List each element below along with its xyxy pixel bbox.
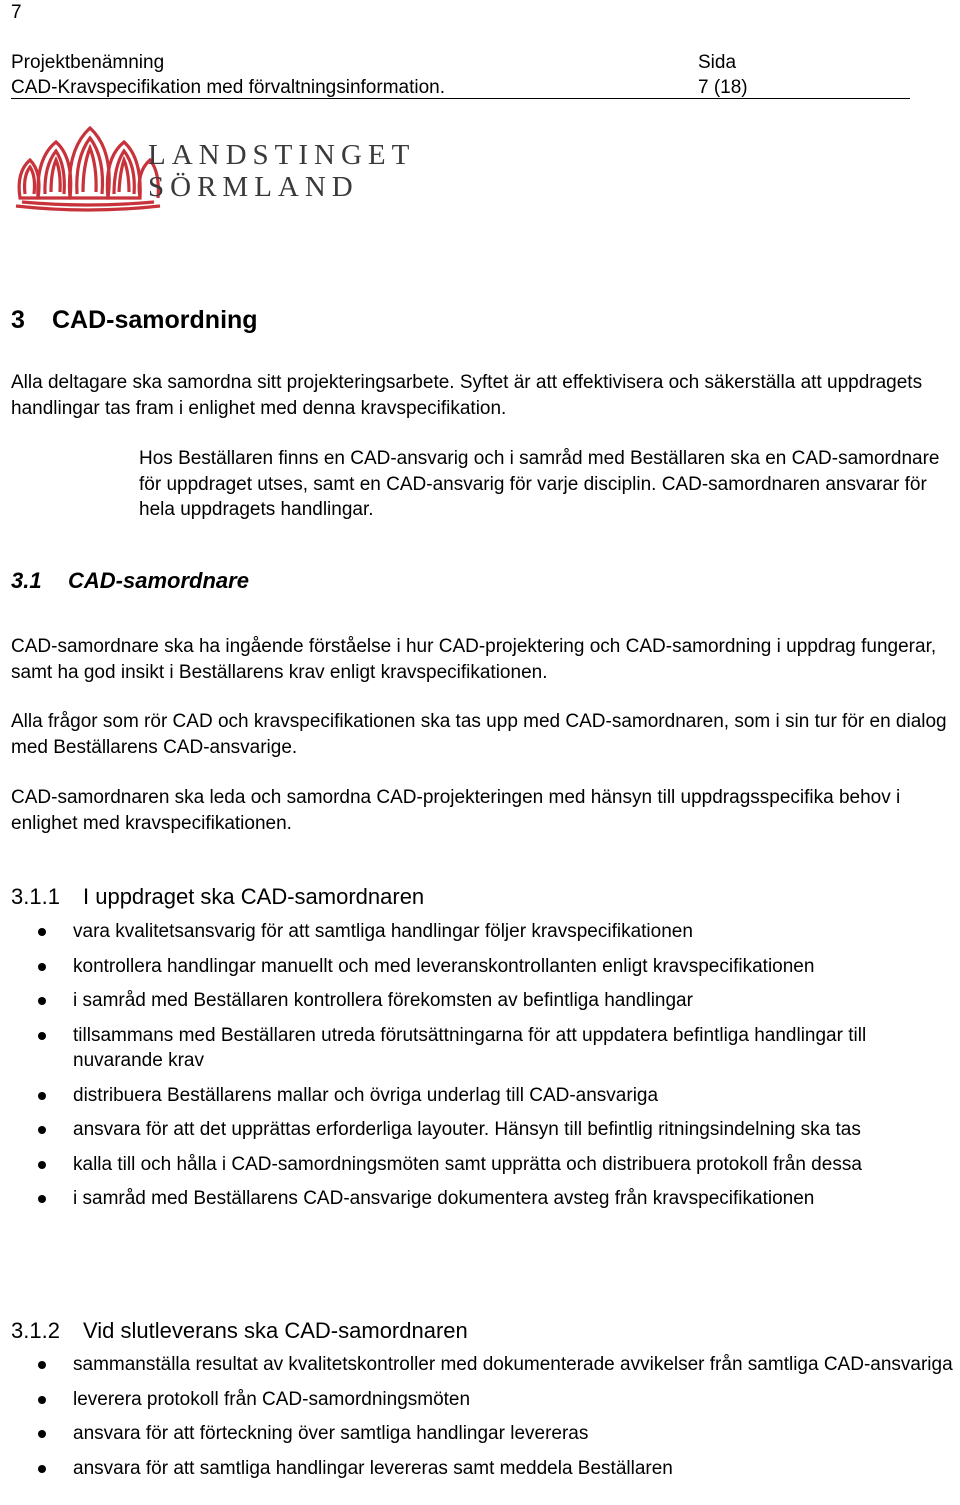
list-item: kalla till och hålla i CAD-samordningsmöten samt upprätta och distribuera protokoll från dessa bbox=[0, 1152, 960, 1178]
paragraph: Alla frågor som rör CAD och kravspecifikationen ska tas upp med CAD-samordnaren, som i sin tur för en dialog med Beställarens CAD-ansvarige. bbox=[11, 711, 947, 758]
page-number: 7 bbox=[11, 2, 22, 23]
list-item: i samråd med Beställaren kontrollera förekomsten av befintliga handlingar bbox=[0, 988, 960, 1014]
bullet-icon bbox=[38, 1161, 46, 1169]
lotus-emblem-icon bbox=[8, 120, 416, 215]
header-divider bbox=[11, 98, 910, 99]
section-heading-3-1 bbox=[11, 568, 249, 594]
bullet-icon bbox=[38, 928, 46, 936]
section-number: 3 bbox=[11, 306, 25, 334]
section-title: Vid slutleverans ska CAD-samordnaren bbox=[83, 1318, 468, 1343]
bullet-icon bbox=[38, 1092, 46, 1100]
list-item: vara kvalitetsansvarig för att samtliga handlingar följer kravspecifikationen bbox=[0, 919, 960, 945]
section-number: 3.1 bbox=[11, 568, 42, 593]
paragraph: CAD-samordnare ska ha ingående förståelse i hur CAD-projektering och CAD-samordning i uppdrag fungerar, samt ha god insikt i Beställarens krav enligt kravspecifikationen. bbox=[11, 636, 937, 683]
list-item: i samråd med Beställarens CAD-ansvarige dokumentera avsteg från kravspecifikationen bbox=[0, 1186, 960, 1212]
list-item: ansvara för att samtliga handlingar levereras samt meddela Beställaren bbox=[0, 1456, 960, 1482]
project-name-label: Projektbenämning bbox=[11, 52, 165, 73]
list-item: distribuera Beställarens mallar och övriga underlag till CAD-ansvariga bbox=[0, 1083, 960, 1109]
list-item: ansvara för att förteckning över samtliga handlingar levereras bbox=[0, 1421, 960, 1447]
bullet-icon bbox=[38, 1032, 46, 1040]
section-heading-3-1-1 bbox=[11, 884, 424, 910]
bullet-icon bbox=[38, 1126, 46, 1134]
paragraph-indented: Hos Beställaren finns en CAD-ansvarig och i samråd med Beställaren ska en CAD-samordnare för uppdraget utses, samt en CAD-ansvarig för varje disciplin. CAD-samordnaren ansvarar för hela uppdragets handlingar. bbox=[139, 448, 940, 520]
logo-line1: LANDSTINGET bbox=[148, 139, 416, 171]
section-title: CAD-samordning bbox=[52, 306, 258, 334]
bullet-icon bbox=[38, 1465, 46, 1473]
bullet-list-3-1-2 bbox=[0, 1352, 960, 1490]
bullet-icon bbox=[38, 997, 46, 1005]
project-name-value: CAD-Kravspecifikation med förvaltningsinformation. bbox=[11, 77, 446, 98]
bullet-list-3-1-1 bbox=[0, 919, 960, 1221]
section-number: 3.1.1 bbox=[11, 884, 60, 909]
bullet-icon bbox=[38, 1195, 46, 1203]
page-label: Sida bbox=[698, 52, 737, 73]
list-item: ansvara för att det upprättas erforderliga layouter. Hänsyn till befintlig ritningsindelning ska tas bbox=[0, 1117, 960, 1143]
section-heading-3 bbox=[11, 306, 258, 335]
bullet-icon bbox=[38, 1396, 46, 1404]
section-heading-3-1-2 bbox=[11, 1318, 468, 1344]
paragraph: CAD-samordnaren ska leda och samordna CAD-projekteringen med hänsyn till uppdragsspecifika behov i enlighet med kravspecifikationen. bbox=[11, 787, 901, 834]
page-value: 7 (18) bbox=[698, 77, 748, 98]
list-item: kontrollera handlingar manuellt och med leveranskontrollanten enligt kravspecifikationen bbox=[0, 954, 960, 980]
list-item: tillsammans med Beställaren utreda förutsättningarna för att uppdatera befintliga handlingar till nuvarande krav bbox=[0, 1023, 960, 1074]
section-title: CAD-samordnare bbox=[68, 568, 249, 593]
paragraph-intro: Alla deltagare ska samordna sitt projekteringsarbete. Syftet är att effektivisera och säkerställa att uppdragets handlingar tas fram i enlighet med denna kravspecifikation. bbox=[11, 372, 923, 419]
logo-line2: SÖRMLAND bbox=[148, 171, 359, 203]
landstinget-sormland-logo bbox=[8, 120, 416, 215]
section-number: 3.1.2 bbox=[11, 1318, 60, 1343]
list-item: leverera protokoll från CAD-samordningsmöten bbox=[0, 1387, 960, 1413]
section-title: I uppdraget ska CAD-samordnaren bbox=[83, 884, 425, 909]
list-item: sammanställa resultat av kvalitetskontroller med dokumenterade avvikelser från samtliga CAD-ansvariga bbox=[0, 1352, 960, 1378]
bullet-icon bbox=[38, 1430, 46, 1438]
bullet-icon bbox=[38, 963, 46, 971]
bullet-icon bbox=[38, 1361, 46, 1369]
